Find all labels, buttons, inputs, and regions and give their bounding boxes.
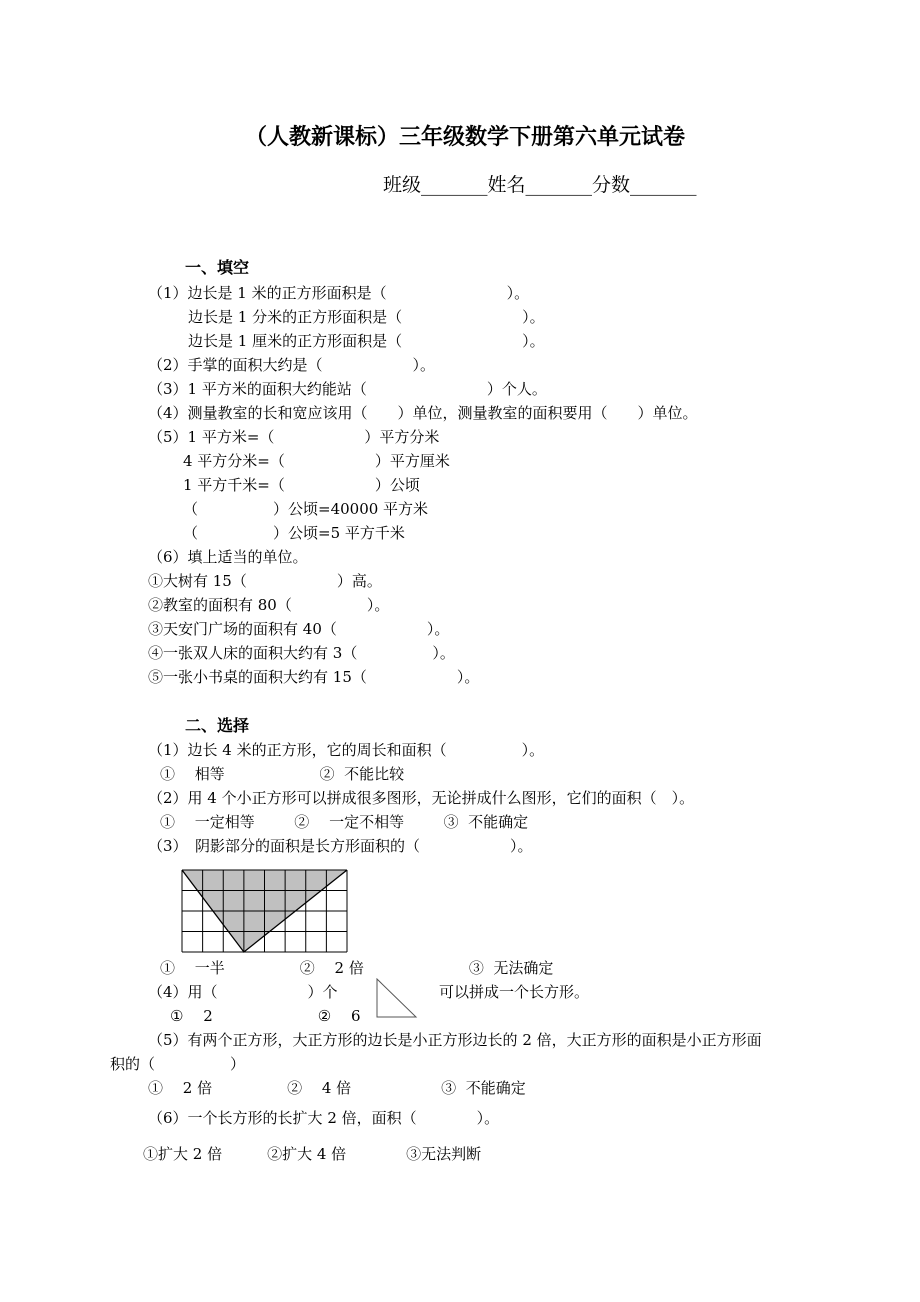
section-heading-choice: 二、选择 (185, 716, 250, 735)
question-line: ③天安门广场的面积有 40（ ）。 (148, 620, 450, 638)
shaded-triangle-grid-figure (181, 869, 349, 955)
question-line: （1）边长 4 米的正方形，它的周长和面积（ ）。 (148, 741, 545, 759)
option-line: ①扩大 2 倍 ②扩大 4 倍 ③无法判断 (143, 1145, 482, 1163)
student-info-line: 班级_______姓名_______分数_______ (383, 174, 697, 196)
question-line: （2）用 4 个小正方形可以拼成很多图形，无论拼成什么图形，它们的面积（ ）。 (148, 789, 695, 807)
question-line: （5）有两个正方形，大正方形的边长是小正方形边长的 2 倍，大正方形的面积是小正方形面 (148, 1031, 762, 1049)
question-line: （4）用（ ）个 (148, 983, 338, 1001)
question-line: （2）手掌的面积大约是（ ）。 (148, 356, 436, 374)
question-line: 边长是 1 分米的正方形面积是（ ）。 (188, 308, 545, 326)
question-line: 积的（ ） (110, 1055, 246, 1073)
question-line: （ ）公顷=5 平方千米 (183, 524, 405, 542)
question-line: ④一张双人床的面积大约有 3（ ）。 (148, 644, 455, 662)
page-title: （人教新课标）三年级数学下册第六单元试卷 (245, 124, 686, 150)
question-line: 1 平方千米=（ ）公顷 (183, 476, 420, 494)
question-line: （3）1 平方米的面积大约能站（ ）个人。 (148, 380, 547, 398)
question-line: （5）1 平方米=（ ）平方分米 (148, 428, 440, 446)
option-line: ① 2 ② 6 (170, 1007, 361, 1025)
right-triangle-icon (376, 978, 418, 1018)
option-line: ① 相等 ② 不能比较 (160, 765, 405, 783)
section-heading-fill-in: 一、填空 (185, 258, 250, 277)
option-line: ① 一半 ② 2 倍 ③ 无法确定 (160, 959, 554, 977)
question-line: 边长是 1 厘米的正方形面积是（ ）。 (188, 332, 545, 350)
option-line: ① 2 倍 ② 4 倍 ③ 不能确定 (148, 1079, 526, 1097)
question-line: ⑤一张小书桌的面积大约有 15（ ）。 (148, 668, 480, 686)
question-line: 可以拼成一个长方形。 (439, 983, 590, 1001)
question-line: （ ）公顷=40000 平方米 (183, 500, 429, 518)
question-line: （4）测量教室的长和宽应该用（ ）单位，测量教室的面积要用（ ）单位。 (148, 404, 698, 422)
question-line: ②教室的面积有 80（ ）。 (148, 596, 390, 614)
question-line: （3） 阴影部分的面积是长方形面积的（ ）。 (148, 837, 533, 855)
question-line: （6）一个长方形的长扩大 2 倍，面积（ ）。 (148, 1109, 500, 1127)
option-line: ① 一定相等 ② 一定不相等 ③ 不能确定 (160, 813, 529, 831)
question-line: （1）边长是 1 米的正方形面积是（ ）。 (148, 284, 530, 302)
question-line: ①大树有 15（ ）高。 (148, 572, 382, 590)
question-line: （6）填上适当的单位。 (148, 548, 308, 566)
question-line: 4 平方分米=（ ）平方厘米 (183, 452, 450, 470)
